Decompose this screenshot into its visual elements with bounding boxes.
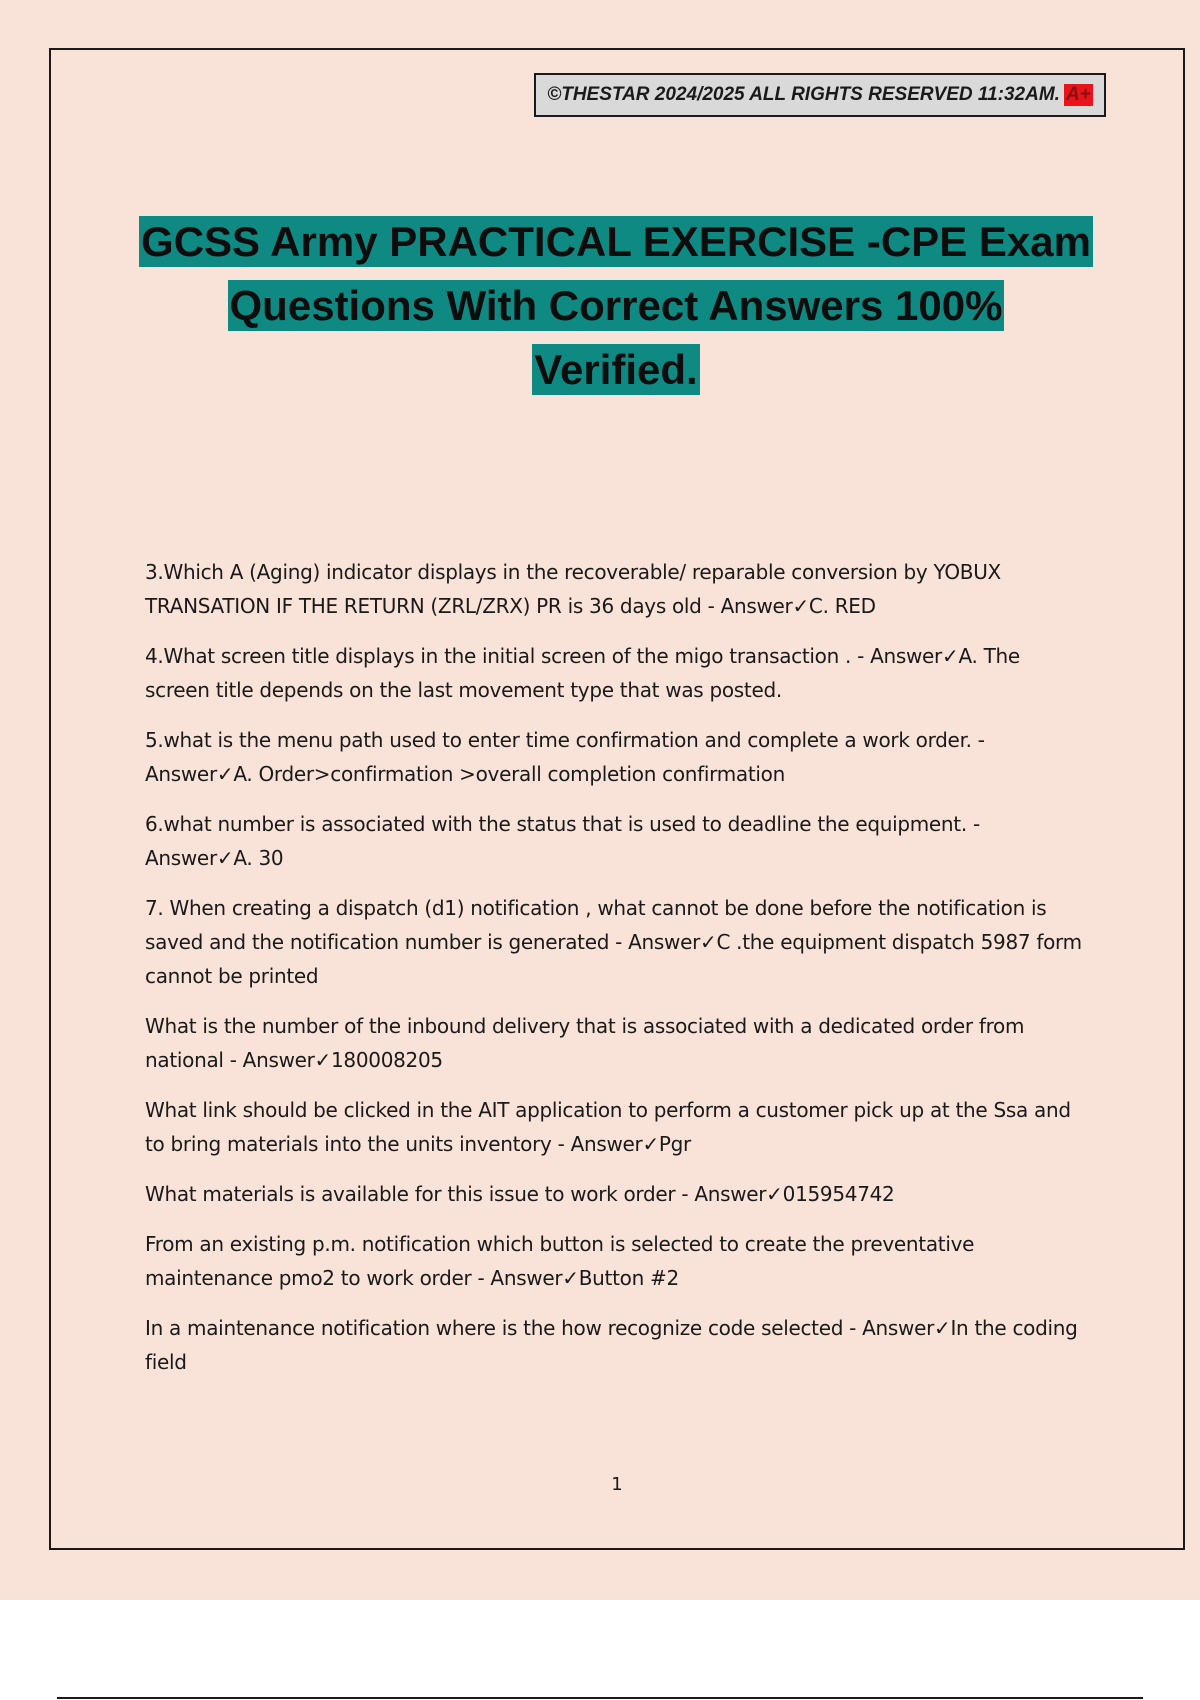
qa-item: 4.What screen title displays in the initial screen of the migo transaction . - Answer✓A. The screen title depends on the last movement type that was posted. <box>145 644 1020 702</box>
qa-item: In a maintenance notification where is the how recognize code selected - Answer✓In the coding field <box>145 1316 1078 1374</box>
qa-item: 3.Which A (Aging) indicator displays in the recoverable/ reparable conversion by YOBUX TRANSATION IF THE RETURN (ZRL/ZRX) PR is 36 days old - Answer✓C. RED <box>145 560 1001 618</box>
qa-item: From an existing p.m. notification which button is selected to create the preventative maintenance pmo2 to work order - Answer✓Button #2 <box>145 1232 975 1290</box>
title-line-1: GCSS Army PRACTICAL EXERCISE -CPE Exam <box>141 218 1091 265</box>
title-line-2: Questions With Correct Answers 100% <box>229 282 1003 329</box>
qa-item: 5.what is the menu path used to enter time confirmation and complete a work order. - Answer✓A. Order>confirmation >overall completion confirmation <box>145 728 985 786</box>
document-title <box>120 210 1112 402</box>
copyright-banner <box>534 73 1106 117</box>
qa-item: What link should be clicked in the AIT application to perform a customer pick up at the Ssa and to bring materials into the units inventory - Answer✓Pgr <box>145 1098 1071 1156</box>
title-line-3: Verified. <box>534 346 698 393</box>
qa-item: 7. When creating a dispatch (d1) notification , what cannot be done before the notification is saved and the notification number is generated - Answer✓C .the equipment dispatch 5987 form cannot be printed <box>145 896 1082 988</box>
question-answer-list <box>145 555 1090 1395</box>
footer-divider <box>57 1697 1143 1699</box>
grade-mark: A+ <box>1065 84 1091 105</box>
qa-item: What is the number of the inbound delivery that is associated with a dedicated order from national - Answer✓180008205 <box>145 1014 1025 1072</box>
copyright-text: ©THESTAR 2024/2025 ALL RIGHTS RESERVED 11:32AM. <box>547 84 1060 105</box>
qa-item: 6.what number is associated with the status that is used to deadline the equipment. - Answer✓A. 30 <box>145 812 980 870</box>
qa-item: What materials is available for this issue to work order - Answer✓015954742 <box>145 1182 895 1206</box>
page-number: 1 <box>611 1474 623 1495</box>
